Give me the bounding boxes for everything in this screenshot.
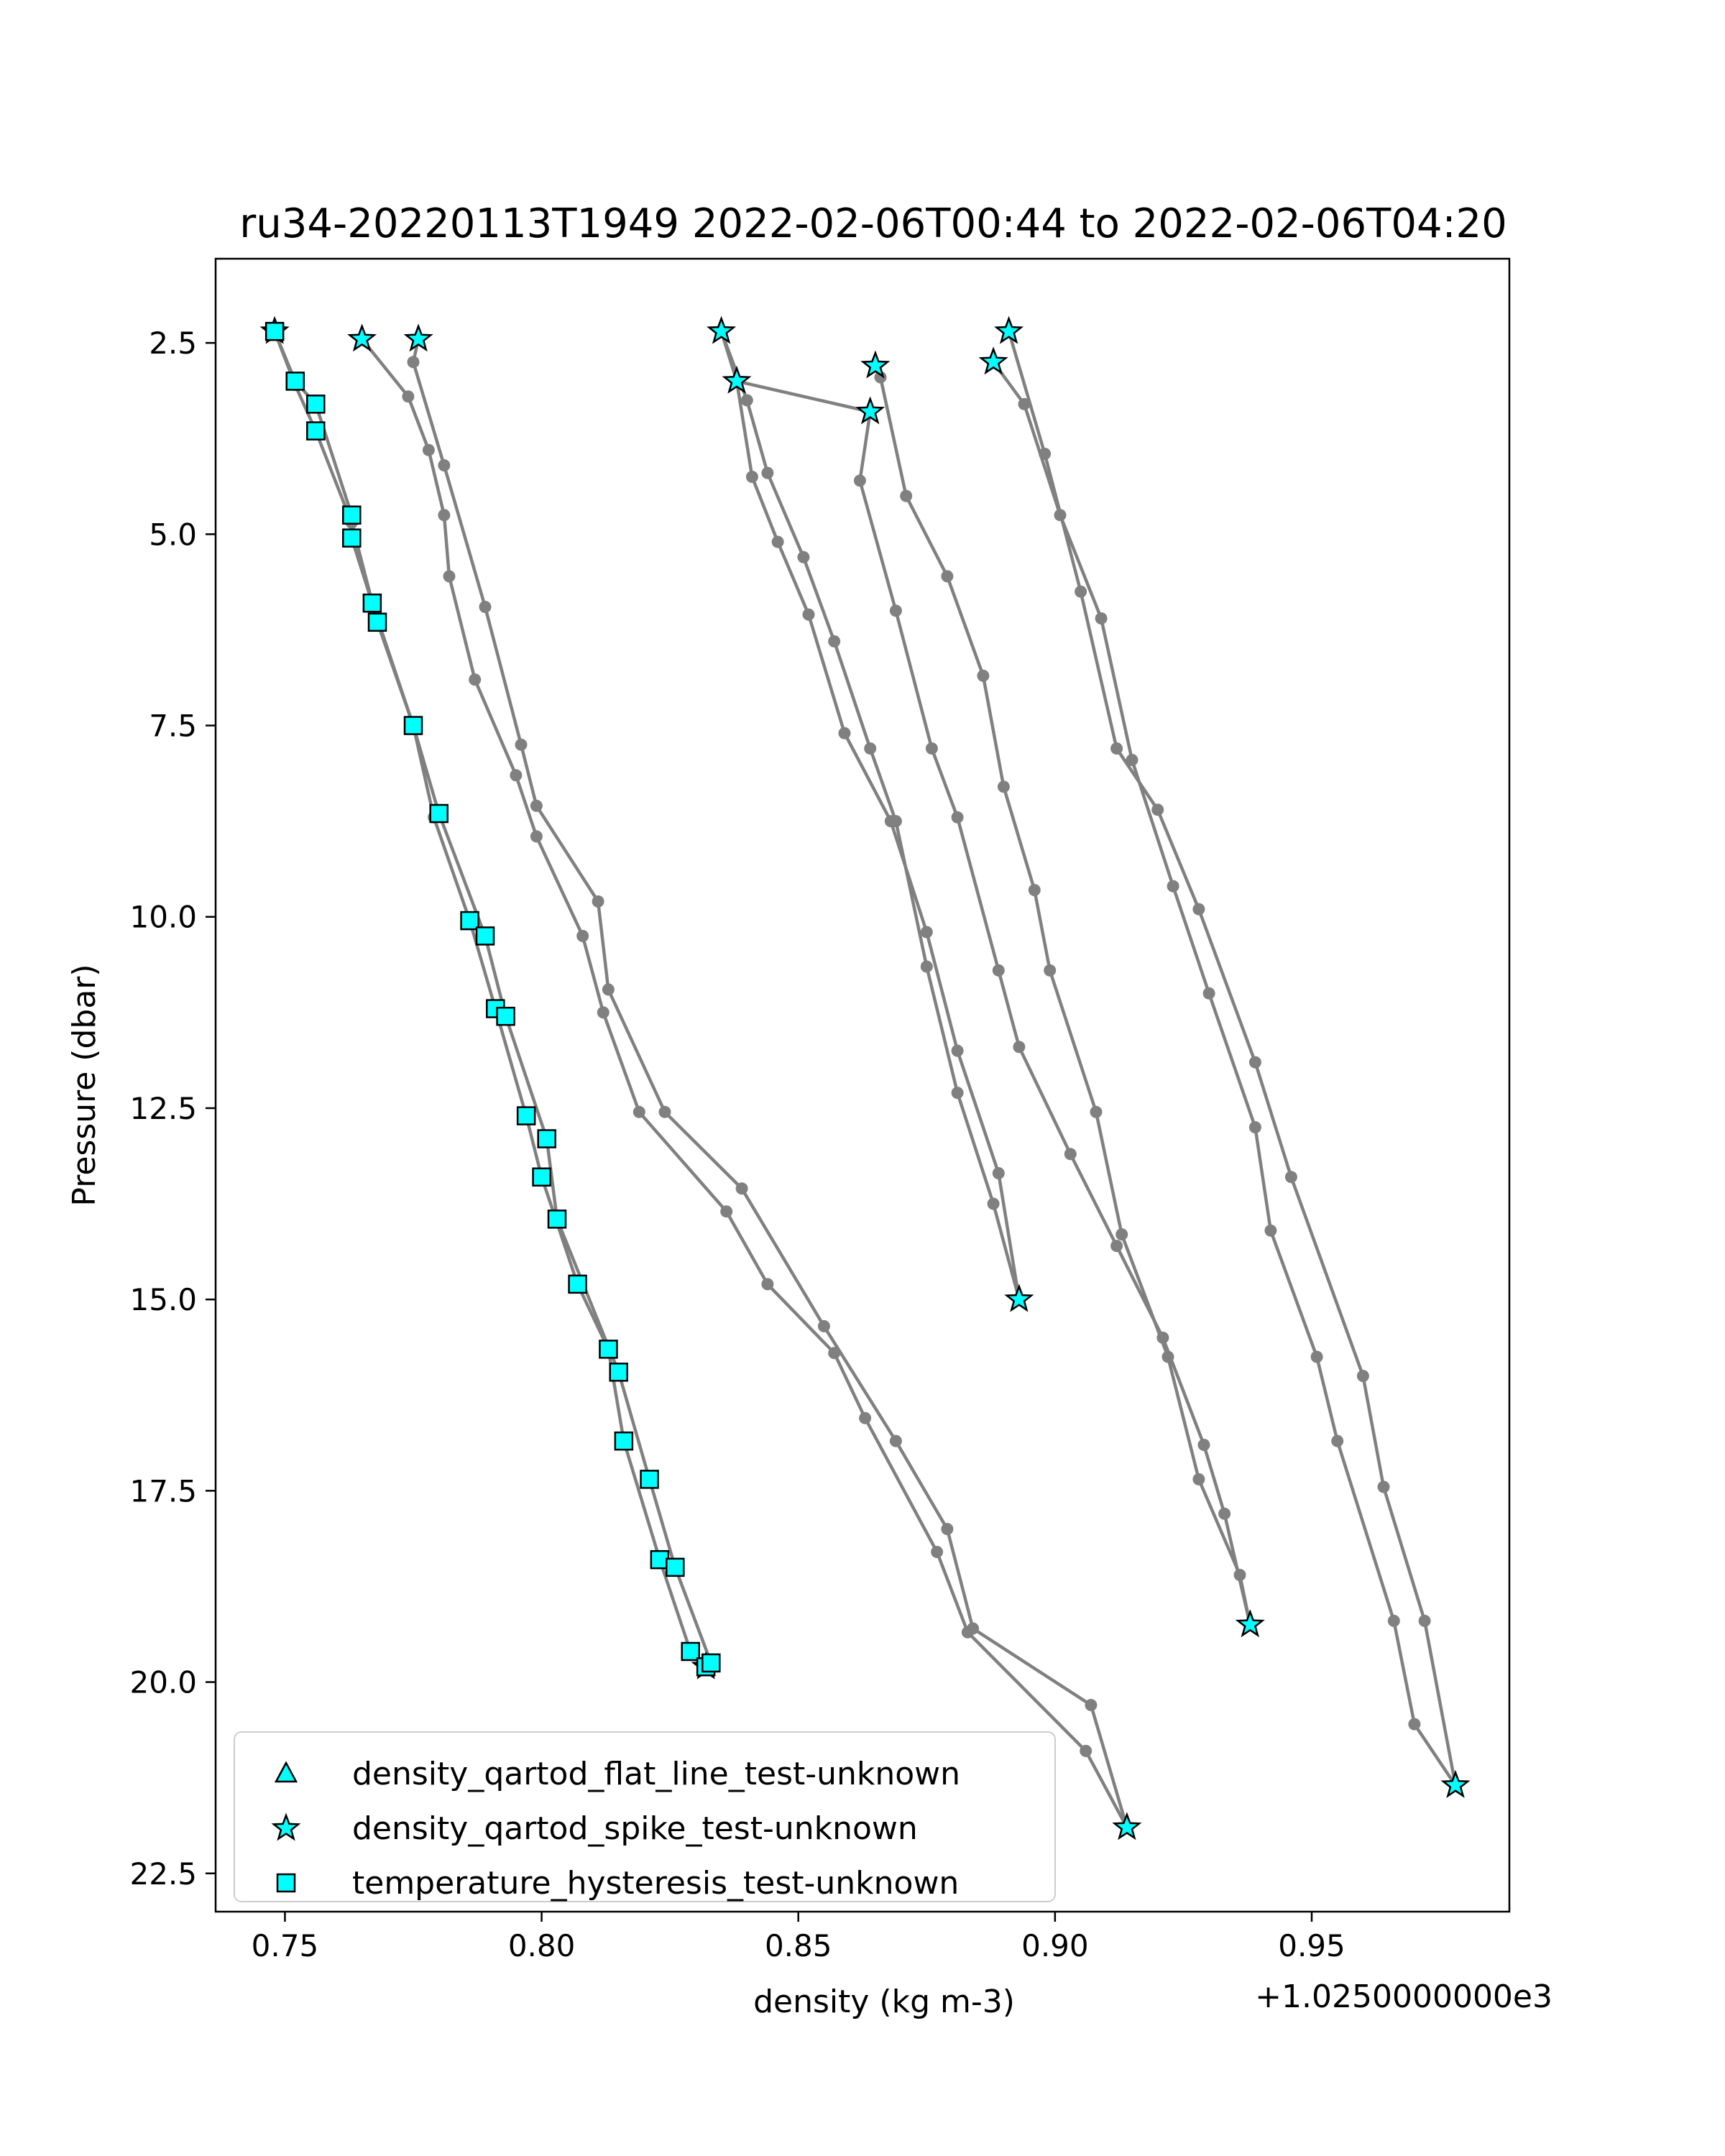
profile-line-1 (275, 331, 706, 1667)
square-marker (364, 594, 381, 612)
profile-point (408, 356, 420, 368)
profile-point (941, 570, 953, 582)
profile-point (803, 609, 815, 621)
y-axis-ticks (129, 326, 216, 1892)
profile-point (988, 1198, 1000, 1210)
profile-point (597, 1006, 610, 1018)
y-tick-label: 10.0 (129, 899, 197, 935)
profile-line-10 (993, 362, 1455, 1786)
profile-point (1249, 1056, 1261, 1069)
square-marker (569, 1276, 586, 1293)
profile-point (998, 780, 1010, 793)
x-axis-offset-label: +1.0250000000e3 (1255, 1978, 1552, 2015)
profile-point (741, 395, 753, 407)
profile-point (736, 1182, 748, 1194)
square-marker (405, 717, 422, 734)
star-marker (709, 318, 734, 342)
profile-point (797, 551, 809, 563)
square-marker (518, 1107, 535, 1125)
profile-point (576, 930, 589, 942)
profile-point (1419, 1615, 1431, 1627)
profile-point (592, 895, 604, 908)
profile-point (993, 964, 1005, 977)
profile-point (931, 1546, 943, 1558)
profile-point (1090, 1106, 1103, 1118)
legend-square-marker (277, 1874, 295, 1892)
profile-point (438, 459, 450, 471)
star-marker (1115, 1815, 1139, 1838)
y-tick-label: 17.5 (129, 1473, 197, 1509)
profile-point (952, 1087, 964, 1099)
square-marker (599, 1340, 617, 1358)
profile-point (602, 983, 615, 995)
legend-label: temperature_hysteresis_test-unknown (352, 1865, 960, 1902)
profile-point (1054, 509, 1067, 521)
profile-point (1198, 1439, 1210, 1451)
square-marker (307, 423, 324, 440)
x-tick-label: 0.75 (251, 1928, 319, 1963)
square-marker (266, 323, 283, 340)
x-tick-label: 0.95 (1278, 1928, 1346, 1963)
profile-point (1357, 1370, 1369, 1382)
profile-point (1331, 1435, 1343, 1447)
profile-point (1029, 884, 1041, 896)
profile-point (1085, 1699, 1097, 1711)
profile-point (952, 811, 964, 824)
profile-point (885, 815, 897, 827)
y-tick-label: 12.5 (129, 1090, 197, 1126)
plot-frame (216, 259, 1509, 1912)
y-tick-label: 5.0 (149, 517, 197, 553)
profile-point (761, 1278, 773, 1290)
profile-point (469, 673, 481, 686)
star-marker (1443, 1772, 1468, 1796)
profile-point (1167, 880, 1179, 893)
x-axis-label: density (kg m-3) (753, 1984, 1015, 2020)
profile-line-3 (362, 339, 1127, 1828)
profile-point (828, 635, 840, 648)
square-marker (431, 805, 448, 822)
profile-point (1311, 1351, 1323, 1363)
profile-point (977, 670, 989, 682)
legend-label: density_qartod_flat_line_test-unknown (352, 1756, 961, 1792)
square-marker (615, 1432, 632, 1450)
star-marker (1007, 1286, 1031, 1310)
profile-point (854, 474, 866, 487)
profile-line-8 (875, 366, 1250, 1625)
profile-point (761, 467, 773, 479)
square-marker (287, 372, 304, 390)
square-marker (610, 1363, 627, 1381)
profile-point (659, 1106, 671, 1118)
profile-point (402, 390, 414, 402)
profile-point (1095, 612, 1108, 625)
square-marker (538, 1130, 556, 1148)
square-marker (548, 1210, 566, 1227)
x-tick-label: 0.80 (507, 1928, 576, 1963)
profile-point (1126, 754, 1138, 766)
profile-point (952, 1045, 964, 1057)
profile-point (443, 570, 456, 582)
profile-line-4 (413, 339, 1127, 1828)
profile-point (423, 444, 435, 456)
profile-point (1151, 803, 1164, 816)
profile-point (921, 926, 933, 939)
flag-markers (262, 318, 1468, 1838)
profile-point (720, 1205, 732, 1217)
profile-point (1203, 987, 1215, 1000)
profile-point (1075, 586, 1087, 598)
square-marker (497, 1008, 515, 1025)
profile-point (1162, 1351, 1174, 1363)
legend (234, 1732, 1055, 1902)
profile-point (1080, 1745, 1092, 1757)
y-tick-label: 15.0 (129, 1282, 197, 1318)
chart-title: ru34-20220113T1949 2022-02-06T00:44 to 2022-02-06T04:20 (239, 201, 1507, 247)
square-marker (343, 530, 360, 547)
profile-point (1110, 742, 1123, 755)
profile-point (993, 1167, 1005, 1179)
profile-point (1408, 1718, 1420, 1731)
profile-point (438, 509, 450, 521)
profile-point (515, 739, 528, 751)
profile-point (1249, 1121, 1261, 1133)
profile-point (746, 471, 758, 483)
profile-point (772, 536, 784, 548)
profile-point (890, 604, 902, 617)
square-marker (702, 1654, 719, 1672)
profile-lines (269, 326, 1462, 1834)
square-marker (369, 614, 386, 631)
star-marker (981, 349, 1006, 373)
star-marker (997, 318, 1021, 342)
profile-point (1018, 398, 1031, 410)
profile-point (1064, 1148, 1077, 1160)
y-tick-label: 7.5 (149, 708, 197, 744)
legend-label: density_qartod_spike_test-unknown (352, 1810, 918, 1847)
profile-point (1192, 903, 1205, 916)
profile-point (900, 490, 912, 502)
profile-point (890, 1435, 902, 1447)
profile-point (1264, 1225, 1276, 1237)
profile-point (1116, 1228, 1128, 1240)
profile-point (1218, 1508, 1230, 1520)
profile-point (839, 727, 851, 740)
profile-point (1234, 1569, 1246, 1581)
profile-point (818, 1320, 830, 1332)
profile-point (926, 742, 938, 755)
profile-point (479, 601, 492, 613)
square-marker (343, 507, 360, 524)
profile-point (864, 742, 876, 755)
square-marker (641, 1470, 658, 1488)
profile-point (1110, 1240, 1123, 1252)
y-tick-label: 20.0 (129, 1664, 197, 1700)
profile-point (1285, 1171, 1297, 1183)
y-axis-label: Pressure (dbar) (66, 964, 103, 1207)
profile-point (510, 769, 522, 781)
profile-point (921, 961, 933, 973)
star-marker (350, 326, 374, 350)
x-axis-ticks (252, 1912, 1346, 1963)
profile-point (633, 1106, 645, 1118)
square-marker (477, 927, 494, 944)
profile-point (1013, 1041, 1025, 1053)
x-tick-label: 0.85 (764, 1928, 832, 1963)
star-marker (1238, 1612, 1262, 1636)
square-marker (533, 1169, 551, 1186)
square-marker (307, 395, 324, 413)
profile-point (530, 830, 543, 842)
profile-point (859, 1412, 871, 1424)
y-tick-label: 2.5 (149, 326, 197, 361)
profile-point (1192, 1473, 1205, 1485)
profile-point (530, 800, 543, 812)
x-tick-label: 0.90 (1021, 1928, 1089, 1963)
profile-point (1388, 1615, 1400, 1627)
y-tick-label: 22.5 (129, 1856, 197, 1892)
profile-point (967, 1623, 979, 1635)
profile-line-7 (737, 381, 1019, 1299)
profile-line-5 (722, 331, 1251, 1625)
square-marker (666, 1559, 684, 1576)
profile-point (941, 1523, 953, 1535)
profile-point (1378, 1481, 1390, 1493)
profile-point (1044, 964, 1056, 977)
